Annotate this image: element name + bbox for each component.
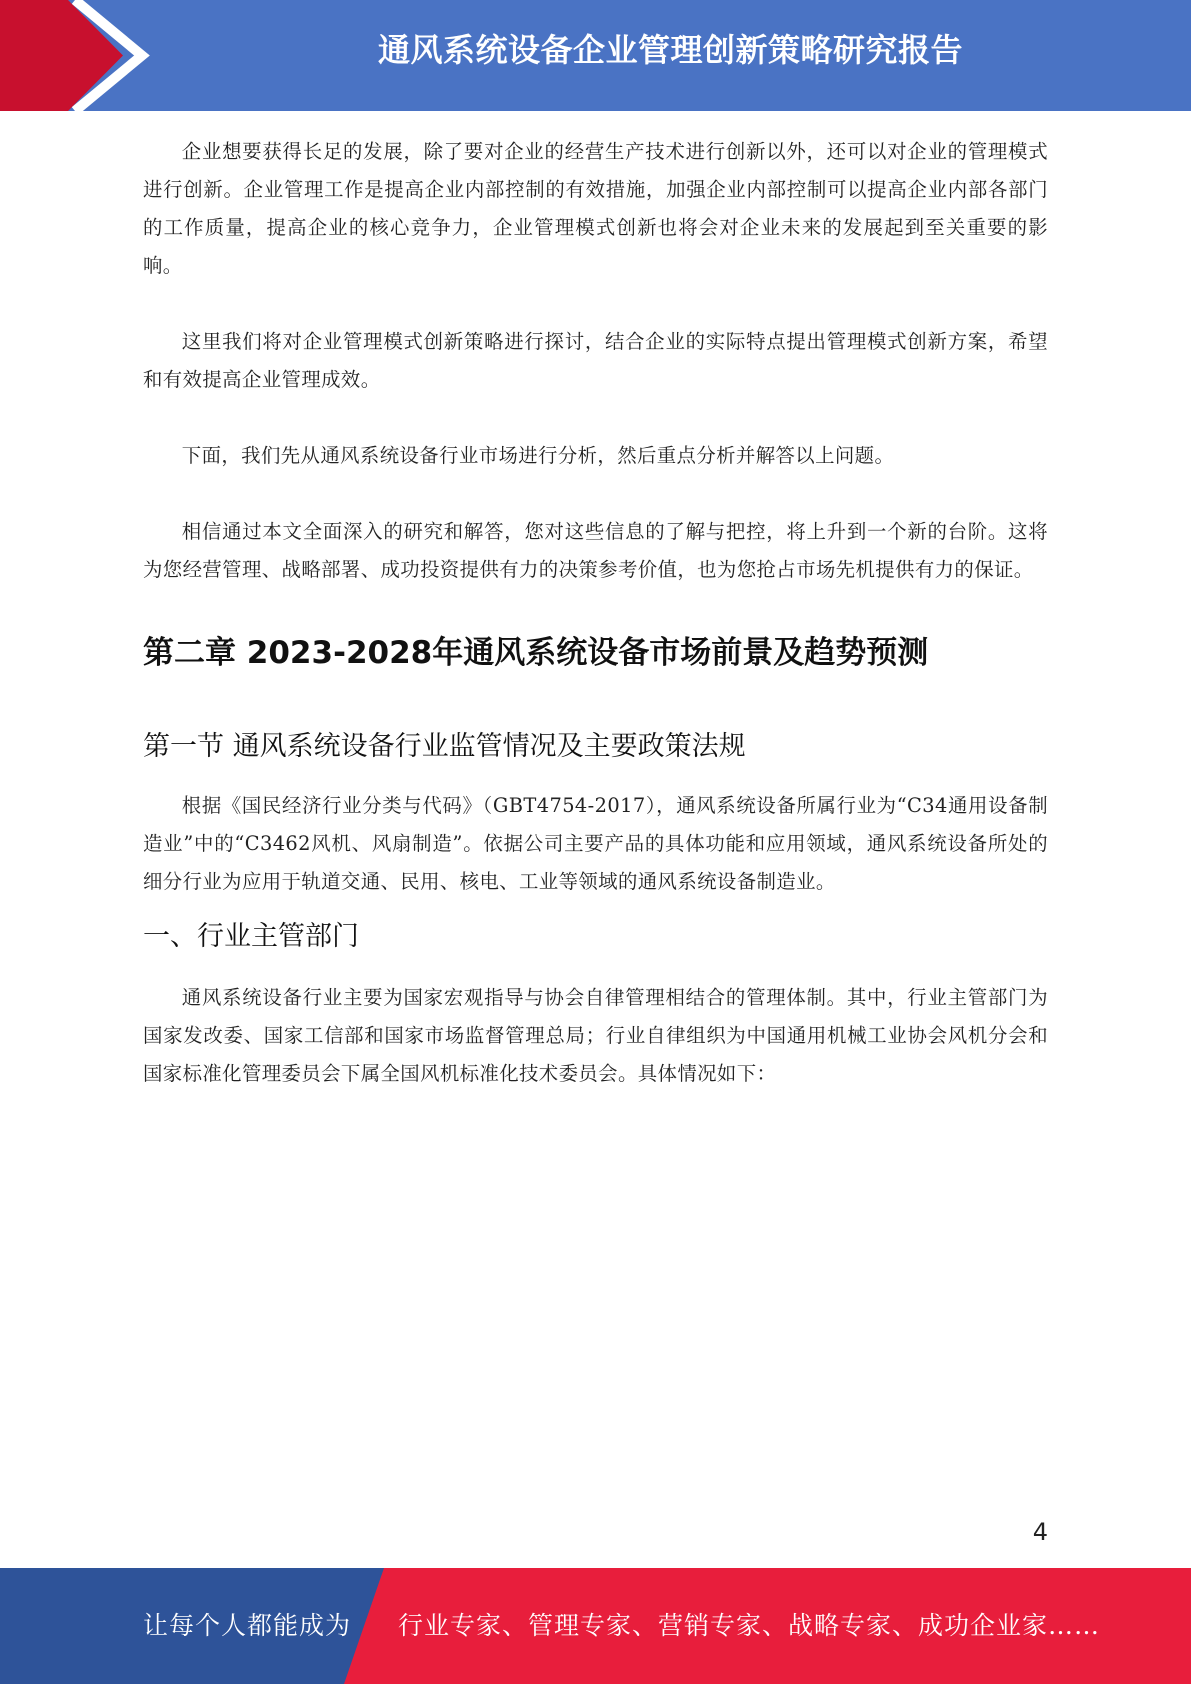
document-body: [143, 133, 1048, 1093]
subsection-paragraph: 通风系统设备行业主要为国家宏观指导与协会自律管理相结合的管理体制。其中，行业主管部门为国家发改委、国家工信部和国家市场监督管理总局；行业自律组织为中国通用机械工业协会风机分会和国家标准化管理委员会下属全国风机标准化技术委员会。具体情况如下：: [143, 986, 1048, 1085]
intro-paragraph-1: 企业想要获得长足的发展，除了要对企业的经营生产技术进行创新以外，还可以对企业的管理模式进行创新。企业管理工作是提高企业内部控制的有效措施，加强企业内部控制可以提高企业内部各部门的工作质量，提高企业的核心竞争力，企业管理模式创新也将会对企业未来的发展起到至关重要的影响。: [143, 140, 1048, 277]
header-banner: [0, 0, 1191, 111]
footer-slogan-left: 让每个人都能成为: [143, 1611, 352, 1640]
subsection-heading: 一、行业主管部门: [143, 921, 359, 952]
section-paragraph: 根据《国民经济行业分类与代码》（GBT4754-2017），通风系统设备所属行业为“C34通用设备制造业”中的“C3462风机、风扇制造”。依据公司主要产品的具体功能和应用领域，通风系统设备所处的细分行业为应用于轨道交通、民用、核电、工业等领域的通风系统设备制造业。: [143, 794, 1048, 893]
header-arrow-decoration: [0, 0, 160, 111]
intro-paragraph-2: 这里我们将对企业管理模式创新策略进行探讨，结合企业的实际特点提出管理模式创新方案，希望和有效提高企业管理成效。: [143, 330, 1048, 391]
page-number: 4: [1032, 1518, 1048, 1546]
chapter-heading: 第二章 2023-2028年通风系统设备市场前景及趋势预测: [143, 635, 929, 671]
section-heading: 第一节 通风系统设备行业监管情况及主要政策法规: [143, 731, 746, 762]
report-title: 通风系统设备企业管理创新策略研究报告: [377, 31, 963, 69]
intro-paragraph-4: 相信通过本文全面深入的研究和解答，您对这些信息的了解与把控，将上升到一个新的台阶。这将为您经营管理、战略部署、成功投资提供有力的决策参考价值，也为您抢占市场先机提供有力的保证。: [143, 520, 1048, 581]
intro-paragraph-3: 下面，我们先从通风系统设备行业市场进行分析，然后重点分析并解答以上问题。: [181, 444, 895, 467]
header-red-block: [0, 0, 123, 111]
footer-banner: [0, 1568, 1191, 1684]
footer-slogan-right: 行业专家、管理专家、营销专家、战略专家、成功企业家……: [398, 1611, 1101, 1640]
